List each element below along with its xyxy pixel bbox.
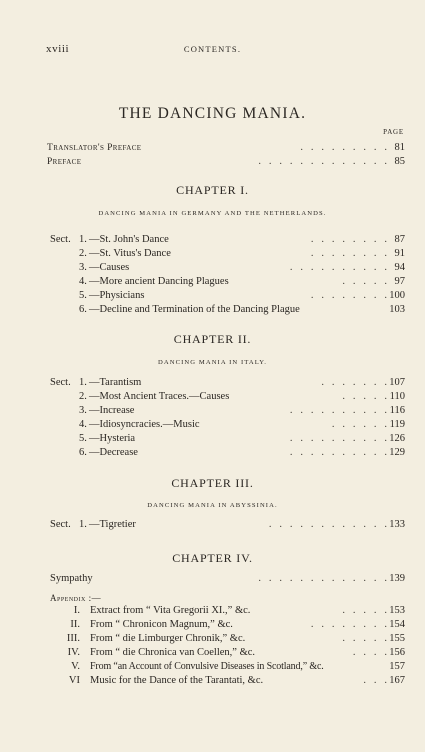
- entry-label: —More ancient Dancing Plagues: [89, 276, 229, 287]
- toc-entry: [0, 141, 425, 155]
- leader-dots: . . . . . . . . . .: [289, 433, 387, 444]
- entry-number: 3.: [79, 262, 87, 273]
- entry-page: 153: [389, 605, 405, 616]
- page-column-label: PAGE: [383, 128, 404, 136]
- entry-label: —Tigretier: [89, 519, 136, 530]
- chapter-subtitle: DANCING MANIA IN ABYSSINIA.: [147, 502, 278, 509]
- page-title: THE DANCING MANIA.: [118, 105, 307, 122]
- entry-label: —St. Vitus's Dance: [89, 248, 171, 259]
- entry-page: 119: [389, 419, 405, 430]
- toc-entry: [0, 446, 425, 460]
- section-label: Sect.: [50, 519, 71, 530]
- toc-entry: [0, 632, 425, 646]
- entry-number: 1.: [79, 519, 87, 530]
- entry-number: I.: [73, 605, 80, 616]
- entry-page: 156: [389, 647, 405, 658]
- leader-dots: . . . . . . . . . .: [289, 447, 387, 458]
- toc-entry: [0, 233, 425, 247]
- entry-page: 116: [389, 405, 405, 416]
- entry-label: —Decline and Termination of the Dancing Plague: [89, 304, 300, 315]
- leader-dots: . . . . . . . .: [310, 248, 387, 259]
- entry-number: 6.: [79, 304, 87, 315]
- toc-entry: [0, 390, 425, 404]
- entry-page: 133: [389, 519, 405, 530]
- entry-label: —Decrease: [89, 447, 138, 458]
- leader-dots: . . . . .: [342, 633, 387, 644]
- entry-page: 139: [389, 573, 405, 584]
- appendix-label: Appendix :—: [50, 593, 102, 603]
- page-number: xviii: [46, 43, 70, 55]
- running-head: [46, 43, 379, 57]
- toc-entry: [0, 404, 425, 418]
- entry-page: 97: [394, 276, 405, 287]
- entry-number: 2.: [79, 391, 87, 402]
- entry-page: 94: [394, 262, 405, 273]
- entry-page: 157: [389, 661, 405, 672]
- toc-entry: [0, 674, 425, 688]
- toc-entry: [0, 646, 425, 660]
- chapter-subtitle: DANCING MANIA IN ITALY.: [158, 359, 267, 366]
- toc-entry: [0, 518, 425, 532]
- entry-number: VI: [68, 675, 80, 686]
- entry-label: —Idiosyncracies.—Music: [89, 419, 200, 430]
- entry-label: —Increase: [89, 405, 135, 416]
- entry-number: 5.: [79, 433, 87, 444]
- leader-dots: . . . . . . . . . . . .: [268, 519, 387, 530]
- chapter-heading: CHAPTER IV.: [172, 551, 253, 565]
- toc-entry: [0, 261, 425, 275]
- toc-entry: [0, 275, 425, 289]
- entry-label: Music for the Dance of the Tarantati, &c.: [90, 675, 264, 686]
- entry-page: 91: [394, 248, 405, 259]
- toc-entry: [0, 660, 425, 674]
- entry-number: 6.: [79, 447, 87, 458]
- leader-dots: . . . . . . . .: [310, 290, 387, 301]
- entry-number: 2.: [79, 248, 87, 259]
- entry-label: —St. John's Dance: [89, 234, 169, 245]
- entry-number: 4.: [79, 419, 87, 430]
- leader-dots: . . . . .: [342, 605, 387, 616]
- toc-entry: [0, 289, 425, 303]
- entry-label: —Physicians: [89, 290, 145, 301]
- entry-number: 1.: [79, 377, 87, 388]
- toc-entry: [0, 155, 425, 169]
- toc-entry: [0, 572, 425, 586]
- toc-entry: [0, 376, 425, 390]
- chapter-heading: CHAPTER II.: [173, 332, 252, 346]
- entry-label: —Most Ancient Traces.—Causes: [89, 391, 230, 402]
- leader-dots: . . . .: [352, 647, 387, 658]
- entry-label: From “an Account of Convulsive Diseases in Scotland,” &c.: [90, 661, 324, 672]
- entry-label: —Hysteria: [89, 433, 136, 444]
- entry-page: 107: [389, 377, 405, 388]
- leader-dots: . . . . . . . . . .: [289, 405, 387, 416]
- entry-page: 103: [389, 304, 405, 315]
- leader-dots: . . . . . . . . . . . . .: [258, 573, 387, 584]
- entry-page: 154: [389, 619, 405, 630]
- entry-page: 155: [389, 633, 405, 644]
- toc-entry: [0, 247, 425, 261]
- toc-entry: [0, 432, 425, 446]
- entry-label: Extract from “ Vita Gregorii XI.,” &c.: [90, 605, 251, 616]
- toc-entry: [0, 618, 425, 632]
- entry-label: From “ die Limburger Chronik,” &c.: [90, 633, 246, 644]
- entry-number: III.: [66, 633, 80, 644]
- toc-entry: [0, 604, 425, 618]
- leader-dots: . . . . .: [342, 276, 387, 287]
- leader-dots: . . . . . . . . . . . . .: [258, 156, 387, 167]
- chapter-heading: CHAPTER III.: [171, 476, 254, 490]
- leader-dots: . . . . . . .: [321, 377, 387, 388]
- entry-label: —Tarantism: [89, 377, 142, 388]
- entry-page: 87: [394, 234, 405, 245]
- entry-label: From “ Chronicon Magnum,” &c.: [90, 619, 233, 630]
- leader-dots: . . . . . . . . .: [300, 142, 387, 153]
- entry-page: 129: [389, 447, 405, 458]
- toc-entry: [0, 303, 425, 317]
- entry-number: II.: [70, 619, 80, 630]
- leader-dots: . . . . . .: [331, 419, 387, 430]
- section-label: Sect.: [50, 377, 71, 388]
- entry-page: 100: [389, 290, 405, 301]
- entry-label: From “ die Chronica van Coellen,” &c.: [90, 647, 256, 658]
- entry-number: IV.: [67, 647, 80, 658]
- entry-page: 85: [394, 156, 405, 167]
- entry-label: Sympathy: [50, 573, 93, 584]
- leader-dots: . . . . . . . .: [310, 234, 387, 245]
- chapter-subtitle: DANCING MANIA IN GERMANY AND THE NETHERLANDS.: [98, 210, 327, 217]
- leader-dots: . . . . .: [342, 391, 387, 402]
- entry-label: Translator's Preface: [47, 143, 142, 153]
- entry-page: 126: [389, 433, 405, 444]
- entry-label: Preface: [47, 157, 82, 167]
- leader-dots: . . .: [363, 675, 387, 686]
- entry-number: 3.: [79, 405, 87, 416]
- entry-number: 4.: [79, 276, 87, 287]
- chapter-heading: CHAPTER I.: [176, 183, 249, 197]
- entry-number: 1.: [79, 234, 87, 245]
- entry-number: V.: [71, 661, 80, 672]
- entry-page: 167: [389, 675, 405, 686]
- running-head-title: CONTENTS.: [183, 44, 242, 54]
- entry-number: 5.: [79, 290, 87, 301]
- leader-dots: . . . . . . . . . .: [289, 262, 387, 273]
- entry-page: 110: [389, 391, 405, 402]
- toc-entry: [0, 418, 425, 432]
- entry-label: —Causes: [89, 262, 130, 273]
- entry-page: 81: [394, 142, 405, 153]
- leader-dots: . . . . . . . .: [310, 619, 387, 630]
- section-label: Sect.: [50, 234, 71, 245]
